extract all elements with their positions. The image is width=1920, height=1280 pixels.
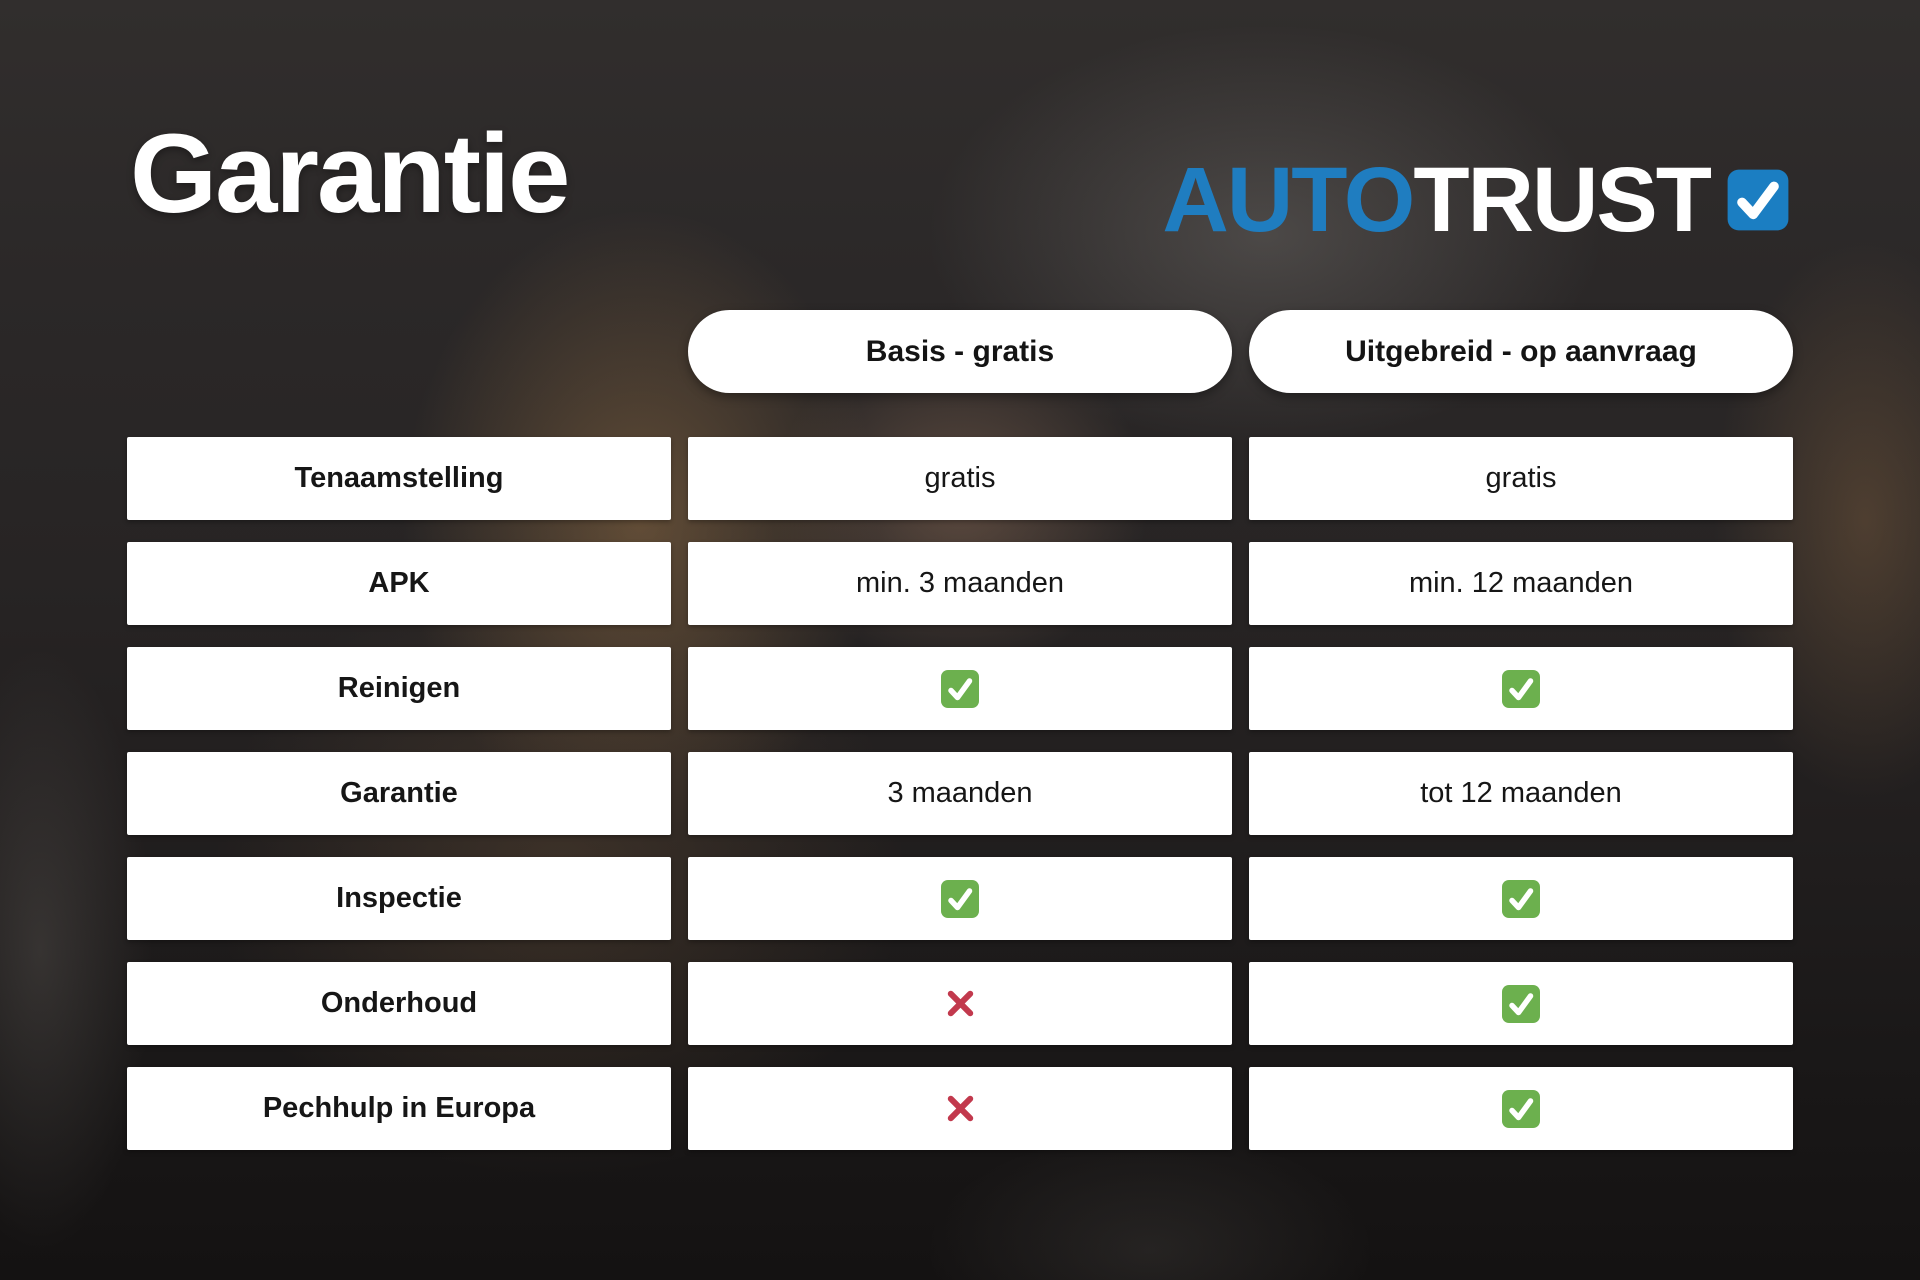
cell-value-text: gratis bbox=[1485, 462, 1557, 494]
row-label-reinigen: Reinigen bbox=[127, 647, 671, 730]
logo-text-auto: AUTO bbox=[1162, 149, 1414, 251]
cell-reinigen-basis bbox=[688, 647, 1232, 730]
comparison-table bbox=[127, 437, 1793, 1150]
column-header-uitgebreid[interactable]: Uitgebreid - op aanvraag bbox=[1249, 310, 1793, 393]
cell-pechhulp-basis bbox=[688, 1067, 1232, 1150]
cell-inspectie-uitgebreid bbox=[1249, 857, 1793, 940]
row-label-pechhulp: Pechhulp in Europa bbox=[127, 1067, 671, 1150]
cell-tenaamstelling-basis bbox=[688, 437, 1232, 520]
autotrust-logo bbox=[1162, 149, 1790, 251]
cell-onderhoud-uitgebreid bbox=[1249, 962, 1793, 1045]
cell-value-text: tot 12 maanden bbox=[1420, 777, 1622, 809]
row-label-onderhoud: Onderhoud bbox=[127, 962, 671, 1045]
check-icon bbox=[940, 669, 980, 709]
check-icon bbox=[940, 879, 980, 919]
cell-value-text: min. 3 maanden bbox=[856, 567, 1064, 599]
autotrust-logo-text bbox=[1162, 149, 1710, 251]
cell-apk-uitgebreid bbox=[1249, 542, 1793, 625]
cell-value-text: gratis bbox=[924, 462, 996, 494]
cell-apk-basis bbox=[688, 542, 1232, 625]
cell-garantie-uitgebreid bbox=[1249, 752, 1793, 835]
cell-garantie-basis bbox=[688, 752, 1232, 835]
page-title: Garantie bbox=[130, 111, 569, 236]
cell-pechhulp-uitgebreid bbox=[1249, 1067, 1793, 1150]
check-icon bbox=[1501, 879, 1541, 919]
row-label-tenaamstelling: Tenaamstelling bbox=[127, 437, 671, 520]
cell-tenaamstelling-uitgebreid bbox=[1249, 437, 1793, 520]
cross-icon bbox=[942, 985, 979, 1022]
check-icon bbox=[1501, 984, 1541, 1024]
cell-value-text: 3 maanden bbox=[887, 777, 1033, 809]
logo-text-trust: TRUST bbox=[1413, 149, 1710, 251]
cross-icon bbox=[942, 1090, 979, 1127]
cell-inspectie-basis bbox=[688, 857, 1232, 940]
row-label-inspectie: Inspectie bbox=[127, 857, 671, 940]
cell-value-text: min. 12 maanden bbox=[1408, 567, 1634, 599]
row-label-apk: APK bbox=[127, 542, 671, 625]
cell-onderhoud-basis bbox=[688, 962, 1232, 1045]
check-icon bbox=[1501, 1089, 1541, 1129]
row-label-garantie: Garantie bbox=[127, 752, 671, 835]
cell-reinigen-uitgebreid bbox=[1249, 647, 1793, 730]
check-icon bbox=[1501, 669, 1541, 709]
logo-checkbox-icon bbox=[1726, 168, 1790, 232]
column-header-basis[interactable]: Basis - gratis bbox=[688, 310, 1232, 393]
